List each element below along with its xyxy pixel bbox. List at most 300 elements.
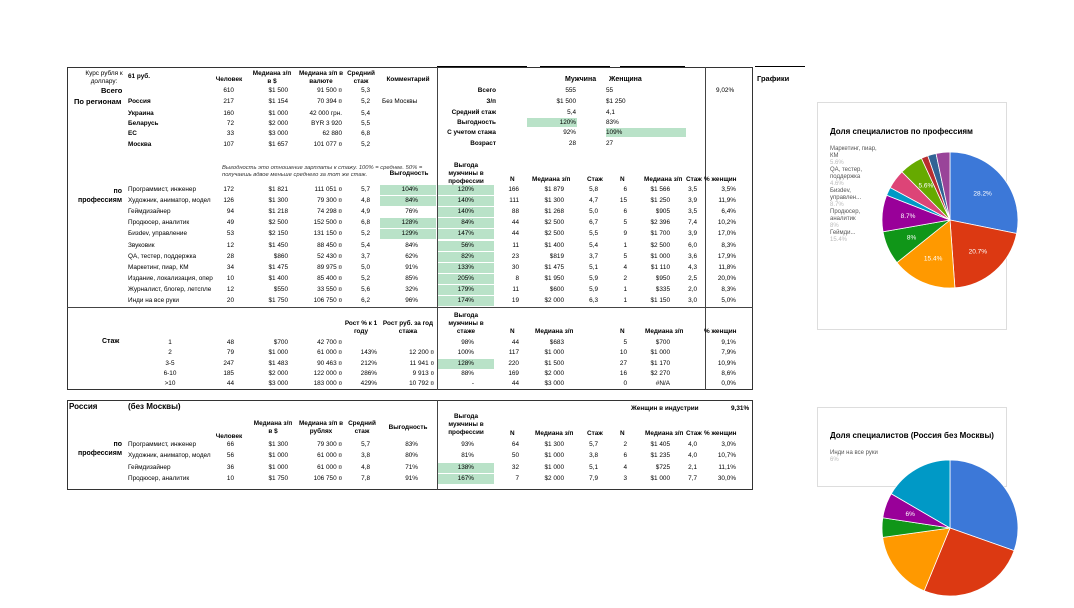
row-male-median: $819 xyxy=(549,253,564,260)
row-usd: $1 154 xyxy=(268,98,288,105)
row-male-n: 7 xyxy=(515,475,519,482)
row-male-median: $1 000 xyxy=(544,349,564,356)
profession-name: Программист, инженер xyxy=(128,186,197,193)
row-female-median: $2 500 xyxy=(650,242,670,249)
row-female-pct: 8,3% xyxy=(721,286,736,293)
row-stage: 5,7 xyxy=(361,441,370,448)
row-label: Беларусь xyxy=(128,120,159,127)
row-currency: 52 430 ¤ xyxy=(317,253,342,260)
col-header: Стаж xyxy=(686,176,702,183)
row-female-n: 1 xyxy=(623,242,627,249)
row-female-median: $905 xyxy=(655,208,670,215)
col-header: Медиана з/п xyxy=(535,430,574,437)
col-header: Медиана з/п в $ xyxy=(252,70,292,85)
row-usd: $1 000 xyxy=(268,349,288,356)
row-female-pct: 17,9% xyxy=(717,253,736,260)
row-currency: 61 000 ¤ xyxy=(317,452,342,459)
row-male-median: $1 000 xyxy=(544,464,564,471)
row-female-n: 3 xyxy=(623,475,627,482)
row-count: 160 xyxy=(223,110,234,117)
row-growth-rub: 11 941 ¤ xyxy=(409,360,434,367)
col-header: % женщин xyxy=(704,176,737,183)
charts-label: Графики xyxy=(757,74,790,83)
row-currency: 106 750 ¤ xyxy=(313,475,342,482)
row-male-benefit: 147% xyxy=(457,230,474,237)
row-usd: $2 150 xyxy=(268,230,288,237)
row-count: 247 xyxy=(223,360,234,367)
row-female-n: 27 xyxy=(619,360,627,367)
legend-item xyxy=(830,167,882,188)
row-male-median: $2 000 xyxy=(544,370,564,377)
row-male-median: $2 000 xyxy=(544,475,564,482)
row-female-stage: 3,9 xyxy=(688,197,697,204)
gender-female-value: 83% xyxy=(606,119,619,126)
row-male-n: 169 xyxy=(508,370,519,377)
row-stage: 5,4 xyxy=(361,242,370,249)
row-male-benefit: 120% xyxy=(457,186,474,193)
row-currency: 106 750 ¤ xyxy=(313,297,342,304)
row-male-n: 44 xyxy=(511,219,519,226)
row-benefit: 84% xyxy=(405,197,418,204)
row-usd: $3 000 xyxy=(268,130,288,137)
row-female-n: 16 xyxy=(619,370,627,377)
row-male-benefit: 133% xyxy=(457,264,474,271)
row-male-n: 117 xyxy=(508,349,519,356)
row-male-stage: 5,1 xyxy=(589,464,598,471)
row-usd: $1 750 xyxy=(268,297,288,304)
row-female-pct: 11,8% xyxy=(718,264,736,271)
row-female-median: $1 170 xyxy=(650,360,670,367)
profession-name: Продюсер, аналитик xyxy=(128,219,190,226)
row-female-stage: 3,5 xyxy=(688,186,697,193)
row-label: По регионам xyxy=(74,97,122,106)
col-header: N xyxy=(620,430,625,437)
row-female-stage: 4,3 xyxy=(688,264,697,271)
col-header: Стаж xyxy=(587,176,603,183)
chart-2-title: Доля специалистов (Россия без Москвы) xyxy=(830,431,994,440)
row-currency: 183 000 ¤ xyxy=(313,380,342,387)
row-male-n: 44 xyxy=(511,339,519,346)
row-benefit: 80% xyxy=(405,452,418,459)
profession-name: Геймдизайнер xyxy=(128,464,171,471)
row-benefit: 62% xyxy=(405,253,418,260)
col-header: Комментарий xyxy=(386,76,430,83)
gender-female-value: $1 250 xyxy=(606,98,626,105)
row-stage: 4,8 xyxy=(361,464,370,471)
row-usd: $1 450 xyxy=(268,242,288,249)
col-header: Выгода мужчины в профессии xyxy=(448,162,484,185)
row-female-pct: 9,1% xyxy=(721,339,736,346)
row-count: 53 xyxy=(226,230,234,237)
row-female-n: 9 xyxy=(623,230,627,237)
row-benefit: 85% xyxy=(405,275,418,282)
col-header: Медиана з/п xyxy=(535,328,574,335)
legend-item xyxy=(830,450,882,464)
gender-row-label: Средний стаж xyxy=(451,109,496,116)
gender-female-value: 4,1 xyxy=(606,109,615,116)
row-count: 20 xyxy=(226,297,234,304)
row-male-median: $1 268 xyxy=(544,208,564,215)
gender-row-label: Выгодность xyxy=(457,119,496,126)
row-male-stage: 6,3 xyxy=(589,297,598,304)
gender-row-label: С учетом стажа xyxy=(447,129,496,136)
rate-label: Курс рубля к доллару: xyxy=(85,70,123,85)
row-male-median: $1 950 xyxy=(544,275,564,282)
row-female-stage: 2,1 xyxy=(688,464,697,471)
russia-section-label: по профессиям xyxy=(78,441,122,457)
row-currency: 85 400 ¤ xyxy=(317,275,342,282)
legend-value: 5.6% xyxy=(830,160,844,166)
row-female-n: 5 xyxy=(623,253,627,260)
legend-label: Геймди... xyxy=(830,230,856,236)
row-male-stage: 5,1 xyxy=(589,264,598,271)
col-header: Выгодность xyxy=(388,424,428,431)
profession-name: Журналист, блогер, летспле xyxy=(128,286,212,293)
row-usd: $1 657 xyxy=(268,141,288,148)
row-male-benefit: 82% xyxy=(461,253,474,260)
row-male-n: 23 xyxy=(511,253,519,260)
row-male-median: $1 500 xyxy=(544,360,564,367)
row-female-stage: 4,0 xyxy=(688,452,697,459)
row-currency: 62 880 xyxy=(322,130,342,137)
row-female-stage: 3,0 xyxy=(688,297,697,304)
section-label-stage: Стаж xyxy=(102,338,120,345)
row-count: 33 xyxy=(226,130,234,137)
row-female-median: $2 270 xyxy=(650,370,670,377)
row-usd: $2 500 xyxy=(268,219,288,226)
col-header: Выгода мужчины в профессии xyxy=(448,413,484,436)
row-label: Всего xyxy=(101,86,123,95)
row-male-stage: 7,9 xyxy=(589,475,598,482)
row-female-pct: 30,0% xyxy=(717,475,736,482)
row-female-pct: 10,7% xyxy=(717,452,736,459)
row-growth-rub: 10 792 ¤ xyxy=(409,380,434,387)
gender-header-female: Женщина xyxy=(609,76,642,83)
col-header: N xyxy=(510,176,515,183)
row-label: ЕС xyxy=(128,130,137,137)
row-male-n: 11 xyxy=(512,286,519,293)
row-stage: 5,2 xyxy=(361,98,370,105)
row-female-median: $1 700 xyxy=(650,230,670,237)
row-female-stage: 2,0 xyxy=(688,286,697,293)
col-header: N xyxy=(510,328,515,335)
row-count: 66 xyxy=(226,441,234,448)
row-female-n: 4 xyxy=(623,264,627,271)
row-count: 79 xyxy=(226,349,234,356)
row-male-stage: 5,7 xyxy=(589,441,598,448)
row-male-n: 44 xyxy=(511,380,519,387)
row-female-median: $1 000 xyxy=(650,253,670,260)
pie-slice-label: 20.7% xyxy=(968,248,988,256)
row-female-pct: 10,9% xyxy=(717,360,736,367)
col-header: % женщин xyxy=(704,328,737,335)
row-male-stage: 5,4 xyxy=(589,242,598,249)
col-header: Медиана з/п xyxy=(645,430,684,437)
row-benefit: 128% xyxy=(401,219,418,226)
row-male-n: 32 xyxy=(511,464,519,471)
gender-female-value: 55 xyxy=(606,87,614,94)
row-usd: $1 750 xyxy=(268,475,288,482)
row-count: 172 xyxy=(223,186,234,193)
profession-name: Маркетинг, пиар, КМ xyxy=(128,264,189,271)
pie-slice-label: 28.2% xyxy=(973,190,992,198)
row-male-median: $1 475 xyxy=(544,264,564,271)
row-count: 56 xyxy=(226,452,234,459)
col-header: Медиана з/п в рублях xyxy=(298,420,344,435)
row-count: 44 xyxy=(226,380,234,387)
gender-male-value: 28 xyxy=(568,140,576,147)
legend-value: 4.6% xyxy=(830,181,844,187)
row-count: 94 xyxy=(226,208,234,215)
women-value: 9,31% xyxy=(731,405,750,412)
divider-right xyxy=(705,67,706,390)
row-female-median: $1 000 xyxy=(650,349,670,356)
profession-name: QA, тестер, поддержка xyxy=(128,253,197,260)
row-currency: 89 975 ¤ xyxy=(317,264,342,271)
col-header: Стаж xyxy=(686,430,702,437)
row-growth-pct: 143% xyxy=(360,349,377,356)
row-male-median: $2 500 xyxy=(544,230,564,237)
row-stage: 4,9 xyxy=(361,208,370,215)
col-header: Рост % к 1 году xyxy=(344,320,378,335)
col-header: Медиана з/п в $ xyxy=(253,420,293,435)
row-female-stage: 2,5 xyxy=(688,275,697,282)
stage-name: >10 xyxy=(164,380,176,387)
row-female-median: $950 xyxy=(655,275,670,282)
pie-slice-label: 6% xyxy=(905,510,915,518)
row-female-pct: 3,0% xyxy=(721,441,736,448)
profession-name: Геймдизайнер xyxy=(128,208,171,215)
row-female-median: $335 xyxy=(655,286,670,293)
col-header: Человек xyxy=(215,76,243,83)
row-currency: 61 000 ¤ xyxy=(317,464,342,471)
row-male-median: $1 300 xyxy=(544,197,564,204)
row-male-median: $3 000 xyxy=(544,380,564,387)
legend-item xyxy=(830,146,882,167)
row-growth-pct: 286% xyxy=(360,370,377,377)
row-growth-rub: 12 200 ¤ xyxy=(409,349,434,356)
row-male-benefit: 93% xyxy=(461,441,474,448)
row-female-stage: 3,5 xyxy=(688,208,697,215)
row-male-median: $1 300 xyxy=(544,441,564,448)
row-count: 36 xyxy=(226,464,234,471)
stage-name: 6-10 xyxy=(163,370,177,377)
row-female-pct: 11,1% xyxy=(718,464,736,471)
row-stage: 5,0 xyxy=(361,264,370,271)
row-stage: 5,2 xyxy=(361,275,370,282)
row-currency: BYR 3 920 xyxy=(311,120,342,127)
row-male-n: 30 xyxy=(511,264,519,271)
legend-value: 6% xyxy=(830,457,839,463)
row-growth-pct: 212% xyxy=(360,360,377,367)
col-header: Человек xyxy=(215,433,243,440)
rate-value: 61 руб. xyxy=(128,73,150,80)
row-usd: $1 218 xyxy=(268,208,288,215)
profession-name: Художник, аниматор, модел xyxy=(128,197,211,204)
row-male-benefit: 98% xyxy=(461,339,474,346)
row-count: 28 xyxy=(226,253,234,260)
row-female-stage: 7,7 xyxy=(688,475,697,482)
row-female-stage: 3,9 xyxy=(688,230,697,237)
row-currency: 79 300 ¤ xyxy=(317,197,342,204)
row-currency: 90 463 ¤ xyxy=(317,360,342,367)
row-male-benefit: 138% xyxy=(457,464,474,471)
row-male-n: 220 xyxy=(508,360,519,367)
col-header: Средний стаж xyxy=(347,70,375,85)
row-male-stage: 5,5 xyxy=(589,230,598,237)
gender-male-value: 120% xyxy=(559,119,576,126)
legend-value: 15.4% xyxy=(830,237,848,243)
legend-label: QA, тестер, поддержка xyxy=(830,167,863,180)
profession-name: Издание, локализация, опер xyxy=(128,275,213,282)
row-usd: $1 483 xyxy=(268,360,288,367)
row-male-stage: 5,9 xyxy=(589,275,598,282)
row-male-median: $1 400 xyxy=(544,242,564,249)
row-male-median: $600 xyxy=(549,286,564,293)
row-stage: 5,2 xyxy=(361,141,370,148)
col-header: % женщин xyxy=(704,430,737,437)
row-count: 48 xyxy=(226,339,234,346)
row-benefit: 83% xyxy=(405,441,418,448)
row-usd: $1 500 xyxy=(268,87,288,94)
row-male-median: $1 000 xyxy=(544,452,564,459)
row-male-n: 166 xyxy=(508,186,519,193)
row-count: 10 xyxy=(226,275,234,282)
row-female-median: $1 150 xyxy=(650,297,670,304)
row-female-n: 6 xyxy=(623,186,627,193)
row-growth-pct: 429% xyxy=(360,380,377,387)
row-female-n: 2 xyxy=(623,275,627,282)
legend-label: Маркетинг, пиар, КМ xyxy=(830,146,877,159)
row-label: Россия xyxy=(128,98,151,105)
section-label-professions: по профессиям xyxy=(78,188,122,204)
row-male-n: 11 xyxy=(512,242,519,249)
row-count: 49 xyxy=(226,219,234,226)
row-count: 34 xyxy=(226,264,234,271)
legend-value: 8% xyxy=(830,223,839,229)
gender-male-value: 555 xyxy=(565,87,576,94)
row-usd: $2 000 xyxy=(268,370,288,377)
pie-slice-label: 8% xyxy=(906,234,917,242)
row-currency: 88 450 ¤ xyxy=(317,242,342,249)
col-header: N xyxy=(620,328,625,335)
pie-chart-russia xyxy=(870,448,1030,608)
row-female-median: $2 396 xyxy=(650,219,670,226)
row-stage: 5,7 xyxy=(361,186,370,193)
gender-header-male: Мужчина xyxy=(565,76,597,83)
row-female-median: $1 235 xyxy=(650,452,670,459)
row-benefit: 91% xyxy=(405,264,418,271)
row-male-benefit: 88% xyxy=(461,370,474,377)
row-usd: $2 000 xyxy=(268,120,288,127)
row-female-n: 5 xyxy=(623,339,627,346)
pie-slice-label: 5.6% xyxy=(918,182,934,190)
row-male-median: $2 000 xyxy=(544,297,564,304)
profession-name: Звуковик xyxy=(128,242,155,249)
row-female-median: $1 566 xyxy=(650,186,670,193)
row-female-median: $1 250 xyxy=(650,197,670,204)
col-header: Стаж xyxy=(587,430,603,437)
row-male-benefit: 81% xyxy=(461,452,474,459)
gender-male-value: $1 500 xyxy=(556,98,576,105)
row-male-median: $683 xyxy=(549,339,564,346)
row-stage: 5,2 xyxy=(361,230,370,237)
row-female-pct: 20,0% xyxy=(717,275,736,282)
gender-male-value: 5,4 xyxy=(567,109,576,116)
row-currency: 91 500 ¤ xyxy=(317,87,342,94)
row-male-median: $1 879 xyxy=(544,186,564,193)
row-male-benefit: 174% xyxy=(457,297,474,304)
row-usd: $860 xyxy=(273,253,288,260)
legend-label: Продюсер, аналитик xyxy=(830,209,861,222)
row-female-n: 1 xyxy=(623,297,627,304)
legend-label: Инди на все руки xyxy=(830,450,878,456)
row-usd: $1 821 xyxy=(268,186,288,193)
row-male-n: 111 xyxy=(509,197,519,204)
row-female-pct: 6,4% xyxy=(721,208,736,215)
row-usd: $3 000 xyxy=(268,380,288,387)
row-usd: $1 300 xyxy=(268,441,288,448)
col-header: Выгодность xyxy=(389,170,429,177)
row-currency: 33 550 ¤ xyxy=(317,286,342,293)
row-usd: $1 475 xyxy=(268,264,288,271)
row-currency: 61 000 ¤ xyxy=(317,349,342,356)
row-stage: 5,3 xyxy=(361,87,370,94)
row-benefit: 104% xyxy=(401,186,418,193)
row-female-n: 6 xyxy=(623,208,627,215)
legend-item xyxy=(830,188,882,209)
row-male-benefit: 56% xyxy=(461,242,474,249)
row-female-stage: 3,6 xyxy=(688,253,697,260)
row-female-stage: 4,0 xyxy=(688,441,697,448)
row-usd: $1 000 xyxy=(268,110,288,117)
col-header: Выгода мужчины в стаже xyxy=(448,312,484,335)
row-currency: 152 500 ¤ xyxy=(313,219,342,226)
row-female-pct: 17,0% xyxy=(717,230,736,237)
row-female-n: 2 xyxy=(623,441,627,448)
stage-name: 3-5 xyxy=(165,360,175,367)
row-female-pct: 10,2% xyxy=(717,219,736,226)
col-header: Медиана з/п xyxy=(644,176,683,183)
row-male-benefit: 140% xyxy=(457,208,474,215)
row-stage: 6,2 xyxy=(361,297,370,304)
row-female-pct: 3,5% xyxy=(721,186,736,193)
row-female-n: 10 xyxy=(619,349,627,356)
row-currency: 101 077 ¤ xyxy=(313,141,342,148)
stage-name: 2 xyxy=(168,349,172,356)
row-female-n: 1 xyxy=(623,286,627,293)
row-male-stage: 6,7 xyxy=(589,219,598,226)
profession-name: Художник, аниматор, модел xyxy=(128,452,211,459)
gender-female-value: 109% xyxy=(606,129,623,136)
gender-row-label: З/п xyxy=(486,98,496,105)
row-female-median: $1 000 xyxy=(650,475,670,482)
row-stage: 6,8 xyxy=(361,219,370,226)
row-count: 72 xyxy=(226,120,234,127)
row-male-stage: 5,0 xyxy=(589,208,598,215)
row-female-pct: 5,0% xyxy=(721,297,736,304)
row-stage: 3,8 xyxy=(361,452,370,459)
gender-female-value: 27 xyxy=(606,140,614,147)
row-count: 217 xyxy=(223,98,234,105)
row-male-n: 44 xyxy=(511,230,519,237)
gender-male-value: 92% xyxy=(563,129,576,136)
row-benefit: 129% xyxy=(401,230,418,237)
row-usd: $1 000 xyxy=(268,452,288,459)
profession-name: Программист, инженер xyxy=(128,441,197,448)
row-female-n: 4 xyxy=(623,464,627,471)
legend-value: 8.7% xyxy=(830,202,844,208)
